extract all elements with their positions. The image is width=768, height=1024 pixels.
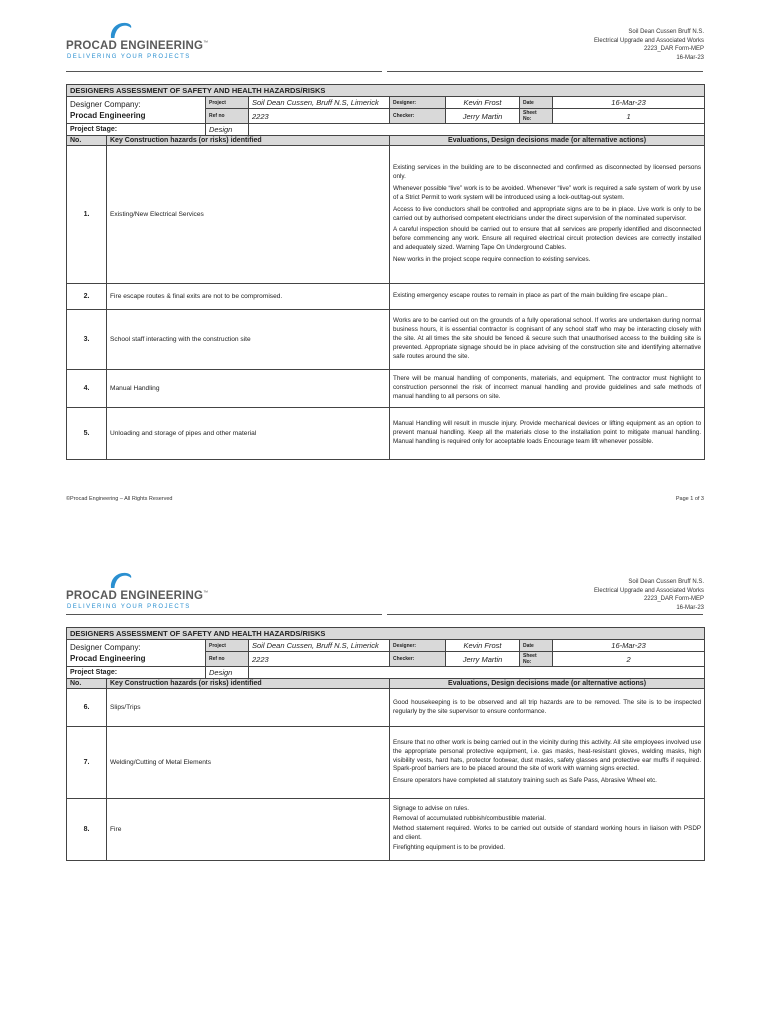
header-line: 16-Mar-23: [676, 604, 704, 611]
header-line: Soil Dean Cussen Bruff N.S.: [628, 29, 704, 35]
header-line: Electrical Upgrade and Associated Works: [594, 587, 704, 594]
header-line: Electrical Upgrade and Associated Works: [594, 37, 704, 44]
brand-name: PROCAD ENGINEERING™: [66, 40, 209, 52]
checker-value: Jerry Martin: [446, 652, 520, 667]
table-row: [67, 146, 705, 284]
header-divider: [66, 71, 382, 72]
row-number: 8.: [67, 799, 107, 861]
designer-company-cell: [67, 640, 206, 667]
evaluation-text: Signage to advise on rules. Removal of accumulated rubbish/combustible material. Method statement required. Works to be carried out outside of standard working hours in liaison with PSDP and client. Firefighting equipment is to be provided.: [390, 799, 705, 861]
hazard-assessment-table: [66, 84, 705, 460]
designer-company-value: Procad Engineering: [70, 654, 146, 663]
checker-label: Checker:: [390, 109, 446, 124]
project-stage-label: Project Stage:: [67, 124, 206, 136]
table-row: [67, 689, 705, 727]
hazard-text: Fire escape routes & final exits are not to be compromised.: [107, 284, 390, 310]
brand-name: PROCAD ENGINEERING™: [66, 590, 209, 602]
header-line: 16-Mar-23: [676, 54, 704, 61]
table-row: [67, 727, 705, 799]
document-page-2: [0, 550, 768, 1024]
hazard-text: Welding/Cutting of Metal Elements: [107, 727, 390, 799]
hazard-text: Manual Handling: [107, 370, 390, 408]
header-line: 2223_DAR Form-MEP: [643, 596, 704, 602]
hazard-text: School staff interacting with the construction site: [107, 310, 390, 370]
row-number: 6.: [67, 689, 107, 727]
table-row: [67, 799, 705, 861]
evaluation-text: Existing emergency escape routes to remain in place as part of the main building fire escape plan..: [390, 284, 705, 310]
copyright-footer: ©Procad Engineering – All Rights Reserved: [66, 496, 173, 502]
designer-company-label: Designer Company:: [70, 643, 141, 652]
date-value: 16-Mar-23: [553, 97, 705, 109]
brand-tagline: DELIVERING YOUR PROJECTS: [67, 54, 191, 60]
header-project-info: [594, 28, 704, 62]
table-row: [67, 310, 705, 370]
company-logo: [66, 20, 209, 68]
column-header-hazard: Key Construction hazards (or risks) identified: [107, 679, 390, 689]
header-divider: [387, 614, 703, 615]
designer-label: Designer:: [390, 97, 446, 109]
sheet-label: Sheet No:: [520, 652, 553, 667]
evaluation-text: Ensure that no other work is being carried out in the vicinity during this activity. All site employees involved use the appropriate personal protective equipment, i.e. gas masks, heat-resistant gloves, welding masks, high visibility vests, hard hats, protector footwear, dust masks, safety glasses and protective ear muffs if required. Spark-proof barriers are to be placed around the site of work with warning signs erected. Ensure operators have completed all statutory training such as Safe Pass, Abrasive Wheel etc.: [390, 727, 705, 799]
header-line: Soil Dean Cussen Bruff N.S.: [628, 579, 704, 585]
header-divider: [387, 71, 703, 72]
column-header-no: No.: [67, 136, 107, 146]
checker-label: Checker:: [390, 652, 446, 667]
evaluation-text: Manual Handling will result in muscle injury. Provide mechanical devices or lifting equipment as an option to prevent manual handling. Keep all the materials close to the installation point to mitigate manual handling. Manual handling is required only for acceptable loads Encourage team lift whenever possible.: [390, 408, 705, 460]
form-title: DESIGNERS ASSESSMENT OF SAFETY AND HEALTH HAZARDS/RISKS: [67, 85, 705, 97]
designer-value: Kevin Frost: [446, 640, 520, 652]
sheet-label: Sheet No:: [520, 109, 553, 124]
header-divider: [66, 614, 382, 615]
row-number: 3.: [67, 310, 107, 370]
brand-tagline: DELIVERING YOUR PROJECTS: [67, 604, 191, 610]
header-line: 2223_DAR Form-MEP: [643, 46, 704, 52]
designer-company-cell: [67, 97, 206, 124]
evaluation-text: Works are to be carried out on the grounds of a fully operational school. If works are undertaken during normal business hours, it is essential contractor is cognisant of any school staff who may be interacting closely with the site. At all times the site should be fenced & secure such that unauthorised access to the building site is prevented. Appropriate signage should be in place advising of the construction site and identifying alternative safe routes around the site.: [390, 310, 705, 370]
ref-label: Ref no: [206, 109, 249, 124]
evaluation-text: Good housekeeping is to be observed and all trip hazards are to be removed. The site is to be inspected regularly by the site supervisor to ensure conformance.: [390, 689, 705, 727]
column-header-evaluation: Evaluations, Design decisions made (or alternative actions): [390, 136, 705, 146]
row-number: 1.: [67, 146, 107, 284]
table-row: [67, 408, 705, 460]
hazard-text: Fire: [107, 799, 390, 861]
project-stage-label: Project Stage:: [67, 667, 206, 679]
project-value: Soil Dean Cussen, Bruff N.S, Limerick: [249, 640, 390, 652]
evaluation-text: There will be manual handling of components, materials, and equipment. The contractor must highlight to construction personnel the risk of incorrect manual handling and provide guidelines and safe methods of manual handling to all persons on site.: [390, 370, 705, 408]
table-row: [67, 370, 705, 408]
project-label: Project: [206, 640, 249, 652]
column-header-hazard: Key Construction hazards (or risks) identified: [107, 136, 390, 146]
column-header-no: No.: [67, 679, 107, 689]
swoosh-icon: [108, 20, 134, 40]
ref-value: 2223: [249, 109, 390, 124]
date-label: Date: [520, 640, 553, 652]
ref-label: Ref no: [206, 652, 249, 667]
designer-company-label: Designer Company:: [70, 100, 141, 109]
swoosh-icon: [108, 570, 134, 590]
hazard-text: Existing/New Electrical Services: [107, 146, 390, 284]
checker-value: Jerry Martin: [446, 109, 520, 124]
row-number: 5.: [67, 408, 107, 460]
hazard-assessment-table: [66, 627, 705, 861]
sheet-value: 1: [553, 109, 705, 124]
project-stage-value: Design: [206, 667, 249, 679]
hazard-text: Unloading and storage of pipes and other material: [107, 408, 390, 460]
project-label: Project: [206, 97, 249, 109]
company-logo: [66, 570, 209, 618]
date-label: Date: [520, 97, 553, 109]
date-value: 16-Mar-23: [553, 640, 705, 652]
designer-value: Kevin Frost: [446, 97, 520, 109]
ref-value: 2223: [249, 652, 390, 667]
project-value: Soil Dean Cussen, Bruff N.S, Limerick: [249, 97, 390, 109]
document-page-1: [0, 0, 768, 510]
designer-label: Designer:: [390, 640, 446, 652]
row-number: 2.: [67, 284, 107, 310]
row-number: 4.: [67, 370, 107, 408]
column-header-evaluation: Evaluations, Design decisions made (or alternative actions): [390, 679, 705, 689]
form-title: DESIGNERS ASSESSMENT OF SAFETY AND HEALTH HAZARDS/RISKS: [67, 628, 705, 640]
designer-company-value: Procad Engineering: [70, 111, 146, 120]
page-number: Page 1 of 3: [675, 496, 704, 502]
hazard-text: Slips/Trips: [107, 689, 390, 727]
evaluation-text: Existing services in the building are to be disconnected and confirmed as disconnected by licensed persons only. Whenever possible “live” work is to be avoided. Whenever “live” work is required a safe system of work by use of a Strict Permit to work system will be introduced using a lock-out/tag-out system. Access to live conductors shall be controlled and appropriate signs are to be in place. Live work is only to be carried out by authorised competent electricians under the direct supervision of the nominated supervisor. A careful inspection should be carried out to ensure that all services are properly identified and disconnected before commencing any work. Ensure all required electrical circuit protection devices are correctly installed and adequately sized. Warning Tape On Underground Cables. New works in the project scope require connection to existing services.: [390, 146, 705, 284]
row-number: 7.: [67, 727, 107, 799]
project-stage-value: Design: [206, 124, 249, 136]
sheet-value: 2: [553, 652, 705, 667]
header-project-info: [594, 578, 704, 612]
table-row: [67, 284, 705, 310]
